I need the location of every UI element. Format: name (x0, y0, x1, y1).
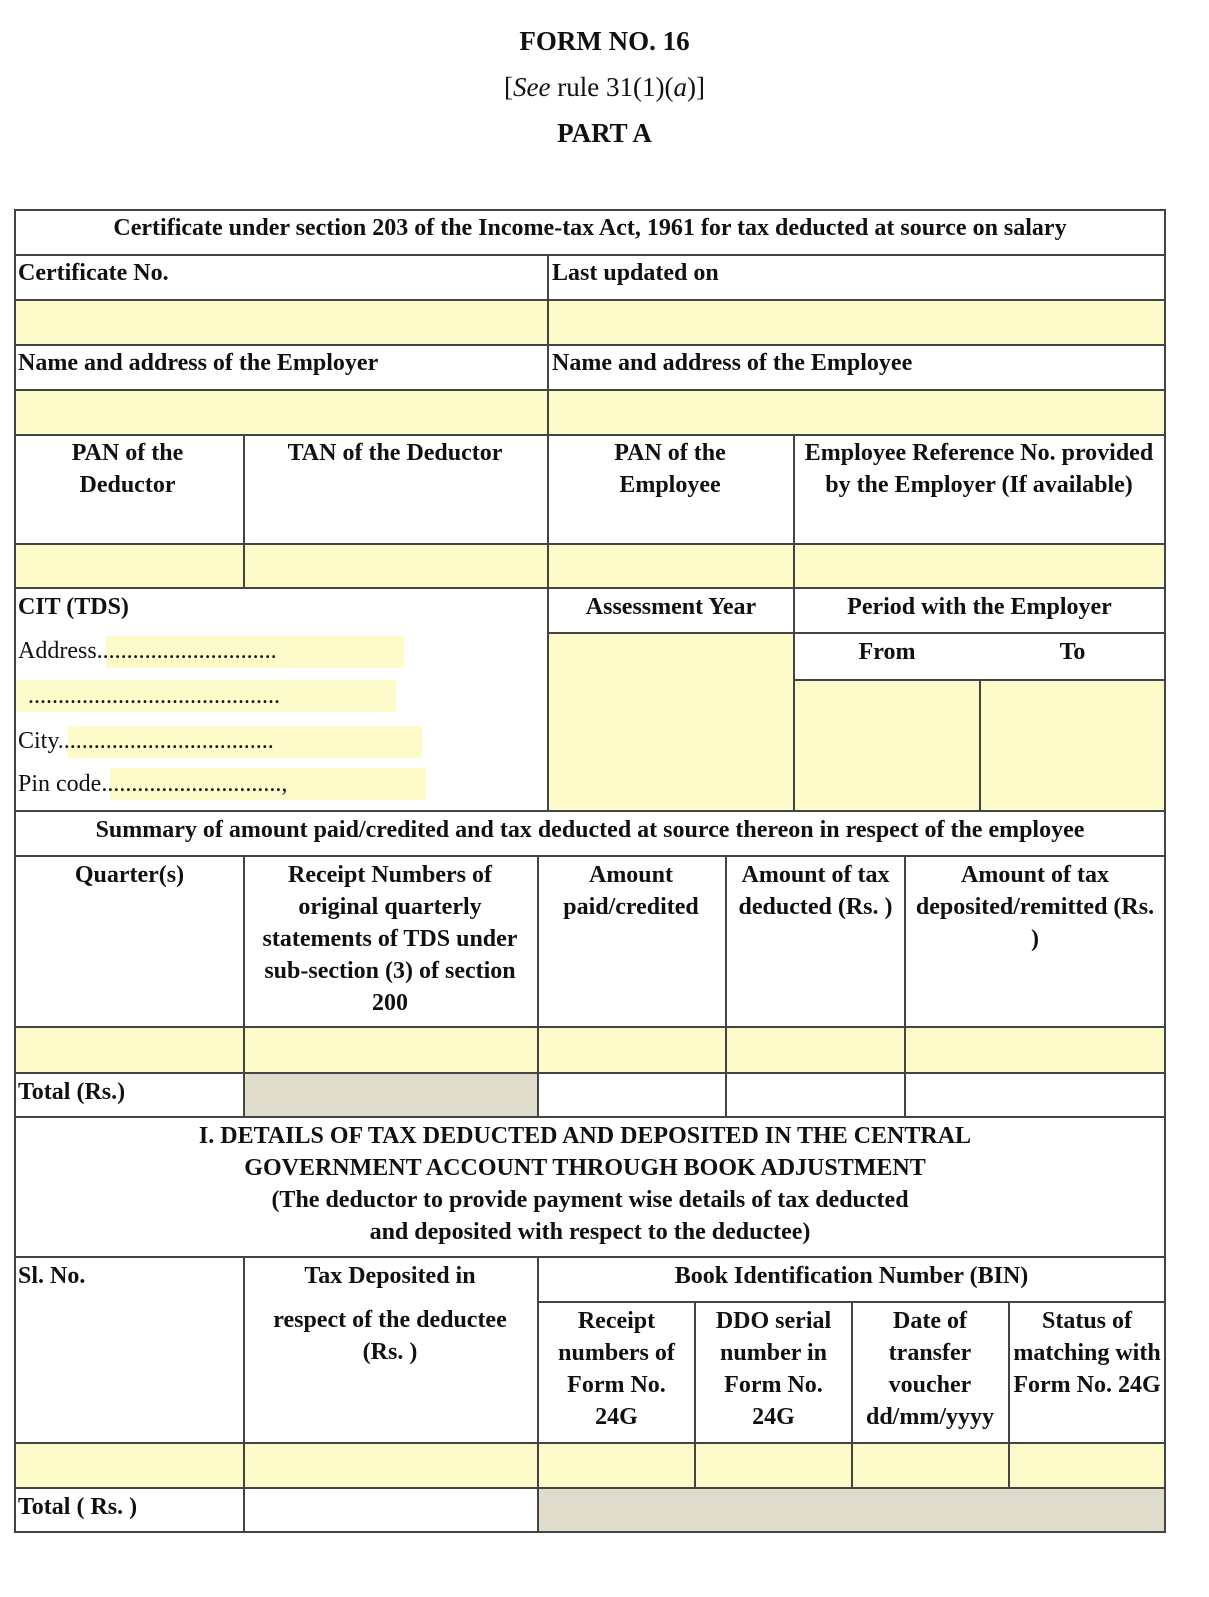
grid-line (537, 855, 539, 1118)
grid-line (547, 632, 1166, 634)
grid-line (14, 1442, 1166, 1444)
period-from-input[interactable] (794, 681, 980, 811)
from-label: From (858, 639, 916, 665)
to-label: To (1059, 639, 1086, 665)
grid-line (14, 543, 1166, 545)
quarter-input[interactable] (16, 1028, 244, 1073)
pan-deductor-input[interactable] (16, 545, 244, 587)
cert-no-input[interactable] (16, 301, 548, 345)
section1-subtitle: (The deductor to provide payment wise details of tax deducted and deposited with respect to the deductee) (271, 1187, 909, 1245)
col-receipt-numbers: Receipt Numbers of original quarterly statements of TDS under sub-section (3) of section 200 (262, 862, 518, 1016)
col-amount-paid: Amount paid/credited (563, 862, 699, 920)
grid-line (14, 1072, 1166, 1074)
col-bin: Book Identification Number (BIN) (674, 1263, 1029, 1289)
emp-ref-input[interactable] (794, 545, 1165, 587)
grid-line (14, 299, 1166, 301)
grid-line (14, 1531, 1166, 1533)
grid-line (904, 855, 906, 1118)
period-to-input[interactable] (980, 681, 1165, 811)
total-receipt-shaded (244, 1073, 538, 1117)
grid-line (14, 1026, 1166, 1028)
grid-line (1008, 1301, 1010, 1489)
amount-paid-input[interactable] (538, 1028, 726, 1073)
rule-reference: [See rule 31(1)(a)] (504, 72, 705, 102)
col-quarter: Quarter(s) (74, 862, 185, 888)
pan-employee-input[interactable] (548, 545, 794, 587)
assessment-year-label: Assessment Year (585, 594, 757, 620)
grid-line (243, 1256, 245, 1533)
grid-line (14, 209, 1166, 211)
col-tax-deducted: Amount of tax deducted (Rs. ) (738, 862, 893, 920)
employer-input[interactable] (16, 391, 548, 435)
section1-total-label: Total ( Rs. ) (18, 1494, 138, 1520)
summary-title: Summary of amount paid/credited and tax deducted at source thereon in respect of the employee (95, 817, 1085, 843)
grid-line (243, 434, 245, 589)
address-line2: .......................................... (28, 683, 280, 709)
grid-line (243, 855, 245, 1118)
grid-line (14, 587, 1166, 589)
sl-no-input[interactable] (16, 1443, 244, 1488)
total-bin-shaded (538, 1488, 1165, 1532)
cert-no-label: Certificate No. (18, 260, 169, 286)
tax-deducted-input[interactable] (726, 1028, 905, 1073)
grid-line (547, 254, 549, 812)
last-updated-input[interactable] (548, 301, 1165, 345)
assessment-year-input[interactable] (548, 634, 794, 811)
col-transfer-date: Date of transfer voucher dd/mm/yyyy (865, 1308, 994, 1430)
tan-deductor-label: TAN of the Deductor (287, 440, 503, 466)
period-label: Period with the Employer (847, 594, 1112, 620)
form-number: FORM NO. 16 (519, 26, 690, 56)
city-line: City.................................... (18, 728, 274, 754)
grid-line (14, 254, 1166, 256)
grid-line (1164, 209, 1166, 1533)
grid-line (14, 1116, 1166, 1118)
grid-line (14, 344, 1166, 346)
bin-receipt-input[interactable] (538, 1443, 695, 1488)
address-line1: Address.............................. (18, 638, 277, 664)
grid-line (14, 434, 1166, 436)
cit-tds-label: CIT (TDS) (18, 594, 129, 620)
certificate-title: Certificate under section 203 of the Income-tax Act, 1961 for tax deducted at source on salary (113, 215, 1067, 241)
section1-title: I. DETAILS OF TAX DEDUCTED AND DEPOSITED IN THE CENTRAL GOVERNMENT ACCOUNT THROUGH BOOK ADJUSTMENT (198, 1123, 972, 1181)
col-tax-deposited-in: Tax Deposited in (304, 1263, 476, 1289)
grid-line (694, 1301, 696, 1489)
last-updated-label: Last updated on (552, 260, 719, 286)
col-sl-no: Sl. No. (18, 1263, 86, 1289)
grid-line (14, 810, 1166, 812)
employee-label: Name and address of the Employee (552, 350, 913, 376)
tan-deductor-input[interactable] (244, 545, 548, 587)
employee-input[interactable] (548, 391, 1165, 435)
col-ddo-serial: DDO serial number in Form No. 24G (715, 1308, 832, 1430)
pan-employee-label: PAN of the Employee (614, 440, 726, 498)
grid-line (14, 389, 1166, 391)
grid-line (14, 855, 1166, 857)
pan-deductor-label: PAN of the Deductor (71, 440, 184, 498)
summary-total-label: Total (Rs.) (18, 1079, 126, 1105)
receipt-number-input[interactable] (244, 1028, 538, 1073)
transfer-date-input[interactable] (852, 1443, 1009, 1488)
pin-code-line: Pin code.............................., (18, 771, 288, 797)
col-bin-receipt: Receipt numbers of Form No. 24G (558, 1308, 675, 1430)
grid-line (14, 1256, 1166, 1258)
col-tax-deposited-deductee: respect of the deductee (Rs. ) (273, 1307, 507, 1365)
employer-label: Name and address of the Employer (18, 350, 379, 376)
grid-line (537, 1256, 539, 1533)
grid-line (14, 1487, 1166, 1489)
col-matching-status: Status of matching with Form No. 24G (1013, 1308, 1161, 1398)
grid-line (979, 679, 981, 812)
emp-ref-label: Employee Reference No. provided by the Employer (If available) (804, 440, 1154, 498)
tax-deposited-deductee-input[interactable] (244, 1443, 538, 1488)
tax-deposited-input[interactable] (905, 1028, 1165, 1073)
ddo-serial-input[interactable] (695, 1443, 852, 1488)
matching-status-input[interactable] (1009, 1443, 1165, 1488)
col-tax-deposited: Amount of tax deposited/remitted (Rs. ) (915, 862, 1155, 952)
part-title: PART A (557, 118, 652, 148)
grid-line (793, 434, 795, 812)
